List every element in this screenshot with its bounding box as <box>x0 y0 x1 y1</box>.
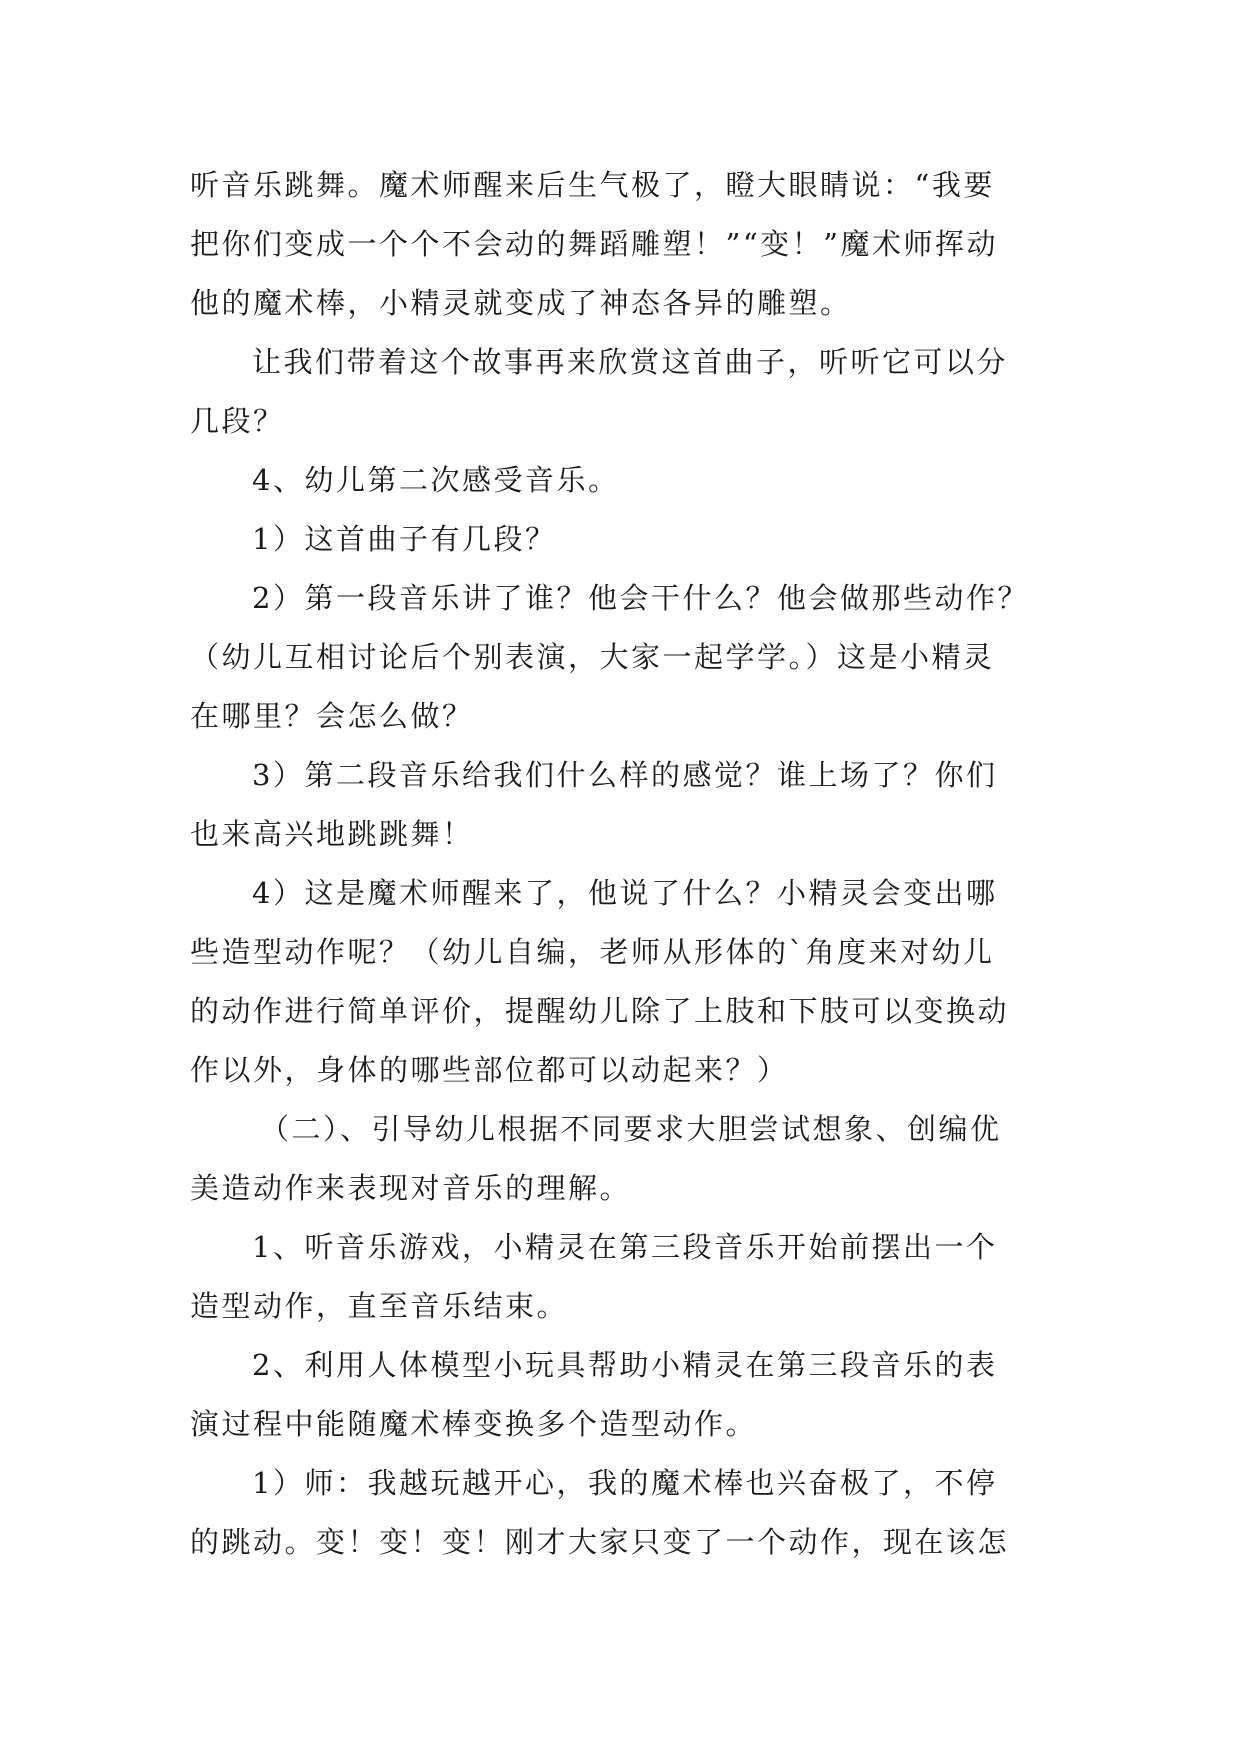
text-line: 听音乐跳舞。魔术师醒来后生气极了，瞪大眼睛说：“我要 <box>190 168 995 202</box>
text-line: 演过程中能随魔术棒变换多个造型动作。 <box>190 1407 758 1441</box>
text-line: 美造动作来表现对音乐的理解。 <box>190 1171 632 1205</box>
text-line: 造型动作，直至音乐结束。 <box>190 1289 569 1323</box>
text-line: 的动作进行简单评价，提醒幼儿除了上肢和下肢可以变换动 <box>190 994 1010 1028</box>
text-line: 些造型动作呢？（幼儿自编，老师从形体的`角度来对幼儿 <box>190 935 995 969</box>
text-line: 的跳动。变！变！变！刚才大家只变了一个动作，现在该怎 <box>190 1525 1010 1559</box>
text-line: 4、幼儿第二次感受音乐。 <box>252 463 620 497</box>
text-line: 让我们带着这个故事再来欣赏这首曲子，听听它可以分 <box>252 345 1009 379</box>
text-line: 他的魔术棒，小精灵就变成了神态各异的雕塑。 <box>190 286 852 320</box>
text-line: 1）师：我越玩越开心，我的魔术棒也兴奋极了，不停 <box>252 1466 998 1500</box>
text-line: （幼儿互相讨论后个别表演，大家一起学学。）这是小精灵 <box>190 640 995 674</box>
text-line: （二）、引导幼儿根据不同要求大胆尝试想象、创编优 <box>260 1112 1002 1146</box>
text-line: 几段？ <box>190 404 285 438</box>
text-line: 把你们变成一个个不会动的舞蹈雕塑！”“变！”魔术师挥动 <box>190 227 998 261</box>
text-line: 1、听音乐游戏，小精灵在第三段音乐开始前摆出一个 <box>252 1230 998 1264</box>
text-line: 3）第二段音乐给我们什么样的感觉？谁上场了？你们 <box>252 758 998 792</box>
text-line: 2、利用人体模型小玩具帮助小精灵在第三段音乐的表 <box>252 1348 998 1382</box>
text-line: 作以外，身体的哪些部位都可以动起来？） <box>190 1053 789 1087</box>
text-line: 4）这是魔术师醒来了，他说了什么？小精灵会变出哪 <box>252 876 998 910</box>
text-line: 也来高兴地跳跳舞！ <box>190 817 474 851</box>
text-line: 2）第一段音乐讲了谁？他会干什么？他会做那些动作？ <box>252 581 1029 615</box>
text-line: 1）这首曲子有几段？ <box>252 522 557 556</box>
body-text <box>190 156 1060 1572</box>
text-line: 在哪里？会怎么做？ <box>190 699 474 733</box>
